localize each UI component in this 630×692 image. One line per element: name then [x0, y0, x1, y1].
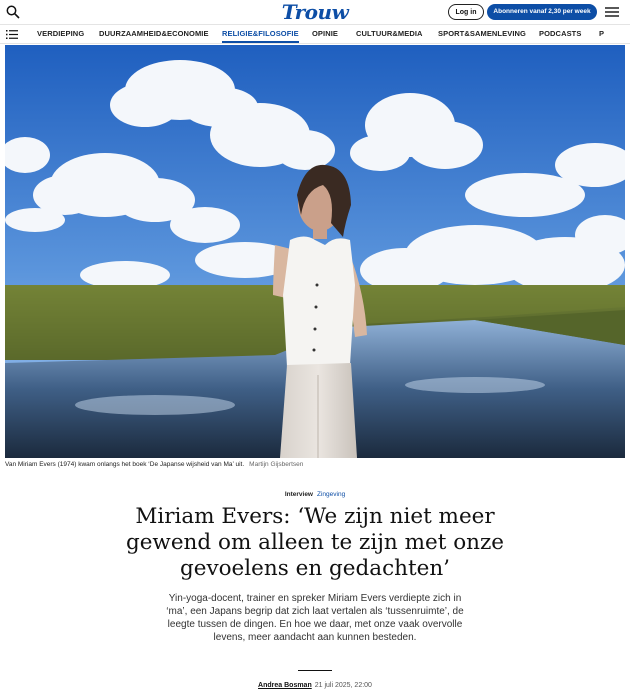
article-topic-link[interactable]: Zingeving [317, 491, 346, 498]
nav-item-religie-filosofie[interactable]: RELIGIE&FILOSOFIE [222, 25, 299, 43]
nav-item-cultuur-media[interactable]: CULTUUR&MEDIA [356, 29, 423, 38]
hero-photo [5, 45, 625, 458]
publish-date: 21 juli 2025, 22:00 [314, 682, 372, 689]
article-title: Miriam Evers: ‘We zijn niet meer gewend om alleen te zijn met onze gevoelens en gedachten’ [125, 504, 505, 581]
photo-credit: Martijn Gijsbertsen [249, 461, 304, 468]
nav-item-opinie[interactable]: OPINIE [312, 29, 339, 38]
nav-item-duurzaamheid-economie[interactable]: DUURZAAMHEID&ECONOMIE [99, 29, 209, 38]
article-kicker: Interview [284, 491, 313, 498]
section-nav [0, 24, 630, 44]
login-button[interactable]: Log in [448, 4, 484, 20]
image-caption [5, 461, 303, 468]
nav-item-verdieping[interactable]: VERDIEPING [37, 29, 85, 38]
byline [0, 682, 630, 689]
nav-item-more[interactable]: P [599, 29, 605, 38]
hero-image [5, 45, 625, 458]
article-intro: Yin-yoga-docent, trainer en spreker Miriam Evers verdiepte zich in ‘ma’, een Japans begrip dat zich laat vertalen als ‘tussenruimte’, de leegte tussen de dingen. En hoe we daar, met onze vaak overvolle levens, meer aandacht aan kunnen besteden. [166, 593, 464, 643]
hamburger-icon[interactable] [6, 30, 18, 39]
subscribe-button[interactable]: Abonneren vanaf 2,30 per week [487, 4, 597, 20]
divider [298, 670, 332, 671]
article-labels [0, 491, 630, 498]
menu-icon[interactable] [605, 7, 619, 17]
nav-item-sport-samenleving[interactable]: SPORT&SAMENLEVING [438, 29, 526, 38]
top-bar [0, 0, 630, 24]
nav-item-podcasts[interactable]: PODCASTS [539, 29, 582, 38]
caption-text: Van Miriam Evers (1974) kwam onlangs het boek ‘De Japanse wijsheid van Ma’ uit. [5, 461, 245, 468]
author-link[interactable]: Andrea Bosman [258, 682, 312, 689]
trouw-logo[interactable]: Trouw [281, 0, 349, 24]
